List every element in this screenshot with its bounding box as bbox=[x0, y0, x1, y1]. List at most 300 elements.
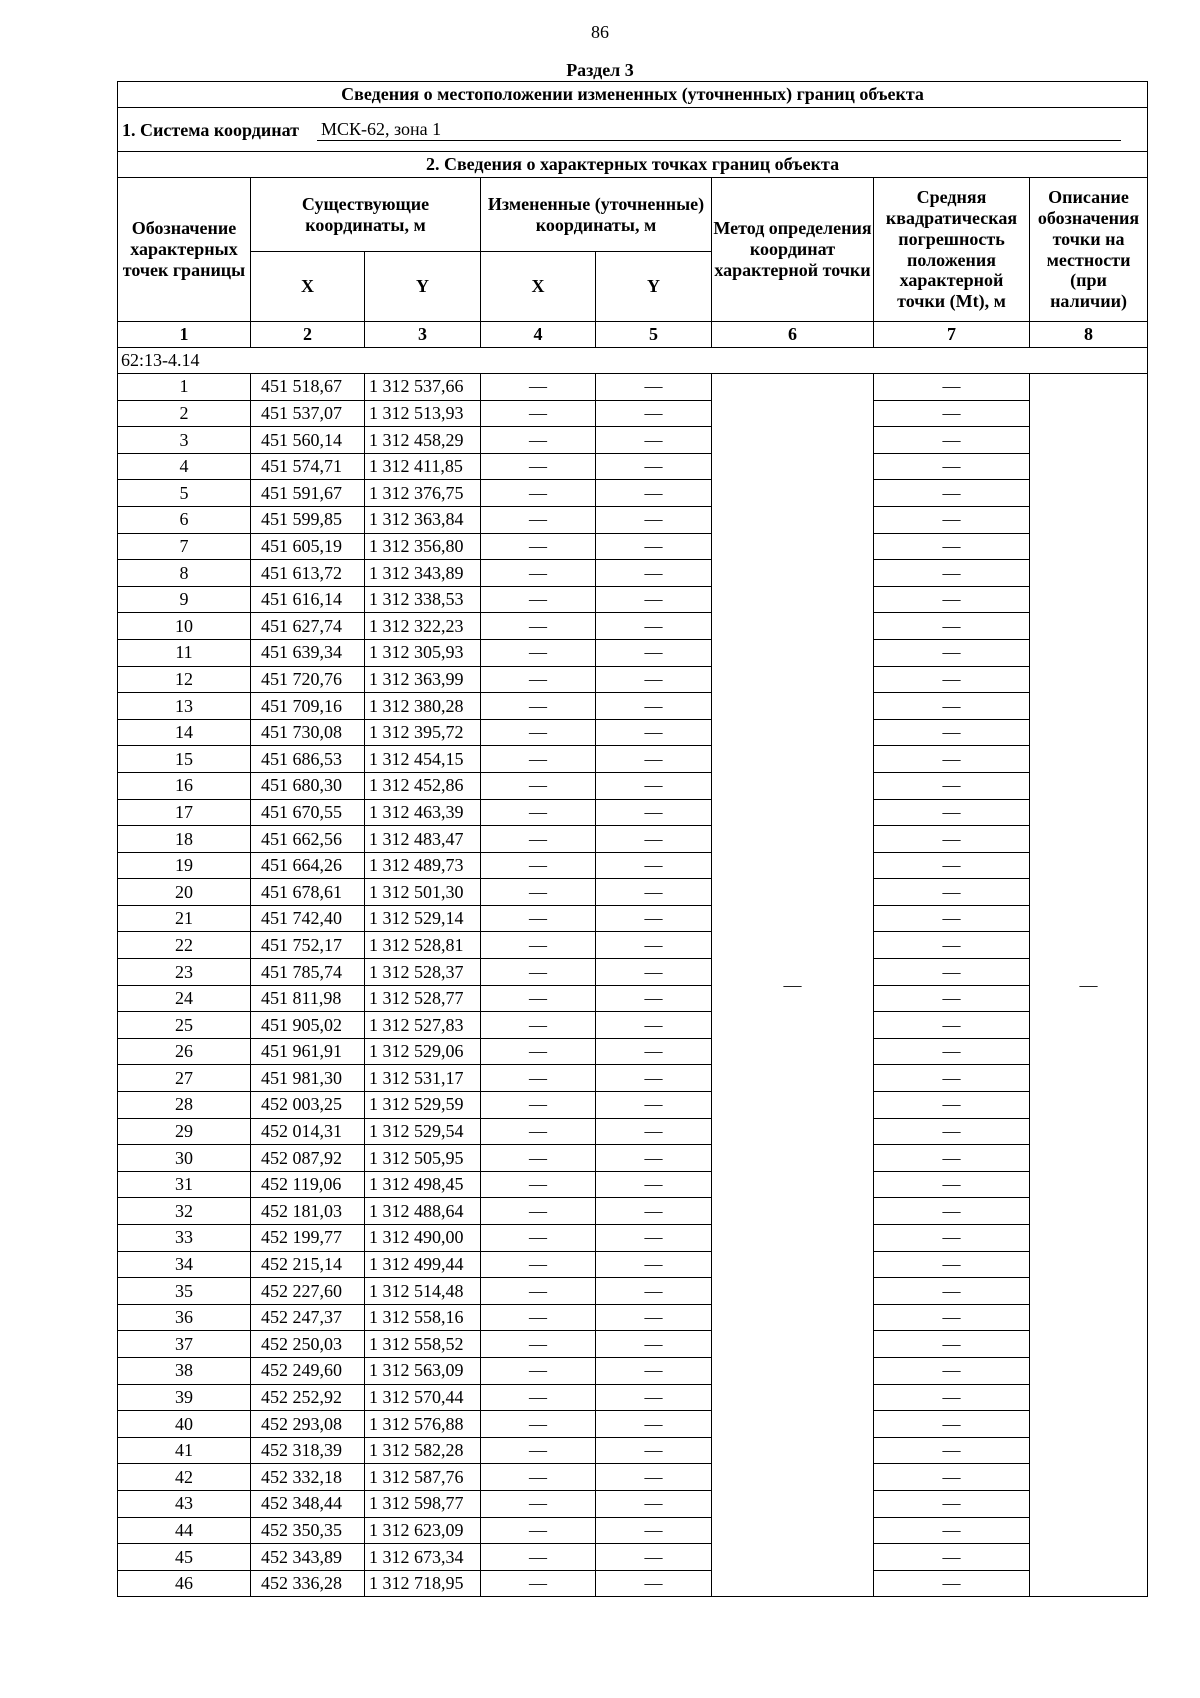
table-row bbox=[118, 1171, 1148, 1198]
changed-x: — bbox=[481, 1065, 596, 1092]
error-cell: — bbox=[874, 1570, 1030, 1597]
existing-y: 1 312 380,28 bbox=[365, 693, 481, 720]
existing-x: 451 961,91 bbox=[251, 1038, 365, 1065]
existing-y: 1 312 718,95 bbox=[365, 1570, 481, 1597]
header-existing-coordinates: Существующие координаты, м bbox=[251, 178, 481, 252]
changed-y: — bbox=[596, 1065, 712, 1092]
changed-x: — bbox=[481, 1012, 596, 1039]
changed-y: — bbox=[596, 959, 712, 986]
changed-x: — bbox=[481, 852, 596, 879]
header-error: Средняя квадратическая погрешность положения характерной точки (Mt), м bbox=[874, 178, 1030, 322]
point-number: 14 bbox=[118, 719, 251, 746]
changed-y: — bbox=[596, 826, 712, 853]
changed-x: — bbox=[481, 1464, 596, 1491]
point-number: 44 bbox=[118, 1517, 251, 1544]
changed-x: — bbox=[481, 932, 596, 959]
point-number: 18 bbox=[118, 826, 251, 853]
error-cell: — bbox=[874, 1384, 1030, 1411]
existing-y: 1 312 363,99 bbox=[365, 666, 481, 693]
point-number: 5 bbox=[118, 480, 251, 507]
existing-y: 1 312 505,95 bbox=[365, 1145, 481, 1172]
changed-x: — bbox=[481, 613, 596, 640]
point-number: 32 bbox=[118, 1198, 251, 1225]
point-number: 35 bbox=[118, 1278, 251, 1305]
existing-x: 452 332,18 bbox=[251, 1464, 365, 1491]
table-row bbox=[118, 959, 1148, 986]
existing-x: 452 119,06 bbox=[251, 1171, 365, 1198]
error-cell: — bbox=[874, 852, 1030, 879]
existing-x: 452 318,39 bbox=[251, 1437, 365, 1464]
existing-x: 451 616,14 bbox=[251, 586, 365, 613]
existing-x: 451 686,53 bbox=[251, 746, 365, 773]
error-cell: — bbox=[874, 1171, 1030, 1198]
table-row bbox=[118, 1357, 1148, 1384]
error-cell: — bbox=[874, 719, 1030, 746]
existing-y: 1 312 570,44 bbox=[365, 1384, 481, 1411]
existing-y: 1 312 529,54 bbox=[365, 1118, 481, 1145]
existing-x: 451 678,61 bbox=[251, 879, 365, 906]
error-cell: — bbox=[874, 693, 1030, 720]
existing-x: 451 709,16 bbox=[251, 693, 365, 720]
error-cell: — bbox=[874, 985, 1030, 1012]
changed-y: — bbox=[596, 985, 712, 1012]
changed-x: — bbox=[481, 1304, 596, 1331]
existing-x: 452 215,14 bbox=[251, 1251, 365, 1278]
changed-x: — bbox=[481, 400, 596, 427]
error-cell: — bbox=[874, 826, 1030, 853]
header-existing-y: Y bbox=[365, 252, 481, 322]
changed-y: — bbox=[596, 400, 712, 427]
existing-y: 1 312 673,34 bbox=[365, 1544, 481, 1571]
existing-x: 452 250,03 bbox=[251, 1331, 365, 1358]
page-number: 86 bbox=[591, 22, 609, 42]
table-row bbox=[118, 1118, 1148, 1145]
point-number: 30 bbox=[118, 1145, 251, 1172]
existing-y: 1 312 563,09 bbox=[365, 1357, 481, 1384]
point-number: 34 bbox=[118, 1251, 251, 1278]
changed-y: — bbox=[596, 1464, 712, 1491]
changed-x: — bbox=[481, 1198, 596, 1225]
changed-x: — bbox=[481, 1437, 596, 1464]
changed-x: — bbox=[481, 826, 596, 853]
existing-x: 451 811,98 bbox=[251, 985, 365, 1012]
changed-x: — bbox=[481, 1384, 596, 1411]
column-number: 5 bbox=[596, 322, 712, 348]
changed-y: — bbox=[596, 1570, 712, 1597]
changed-y: — bbox=[596, 453, 712, 480]
error-cell: — bbox=[874, 1544, 1030, 1571]
changed-y: — bbox=[596, 1012, 712, 1039]
table-row bbox=[118, 1490, 1148, 1517]
point-number: 37 bbox=[118, 1331, 251, 1358]
table-row bbox=[118, 639, 1148, 666]
description-cell: — bbox=[1030, 374, 1148, 1597]
changed-y: — bbox=[596, 1331, 712, 1358]
existing-y: 1 312 501,30 bbox=[365, 879, 481, 906]
existing-x: 451 627,74 bbox=[251, 613, 365, 640]
existing-y: 1 312 498,45 bbox=[365, 1171, 481, 1198]
changed-y: — bbox=[596, 799, 712, 826]
existing-x: 451 662,56 bbox=[251, 826, 365, 853]
table-row bbox=[118, 1198, 1148, 1225]
changed-x: — bbox=[481, 905, 596, 932]
table-row bbox=[118, 905, 1148, 932]
point-number: 2 bbox=[118, 400, 251, 427]
existing-x: 451 742,40 bbox=[251, 905, 365, 932]
existing-y: 1 312 363,84 bbox=[365, 506, 481, 533]
existing-y: 1 312 499,44 bbox=[365, 1251, 481, 1278]
existing-x: 452 249,60 bbox=[251, 1357, 365, 1384]
table-row bbox=[118, 719, 1148, 746]
point-number: 31 bbox=[118, 1171, 251, 1198]
changed-y: — bbox=[596, 613, 712, 640]
error-cell: — bbox=[874, 1517, 1030, 1544]
table-row bbox=[118, 560, 1148, 587]
existing-y: 1 312 463,39 bbox=[365, 799, 481, 826]
existing-x: 452 087,92 bbox=[251, 1145, 365, 1172]
existing-y: 1 312 411,85 bbox=[365, 453, 481, 480]
existing-x: 452 343,89 bbox=[251, 1544, 365, 1571]
existing-x: 451 518,67 bbox=[251, 374, 365, 401]
existing-y: 1 312 558,52 bbox=[365, 1331, 481, 1358]
existing-y: 1 312 376,75 bbox=[365, 480, 481, 507]
existing-y: 1 312 395,72 bbox=[365, 719, 481, 746]
changed-x: — bbox=[481, 985, 596, 1012]
error-cell: — bbox=[874, 905, 1030, 932]
error-cell: — bbox=[874, 1437, 1030, 1464]
existing-y: 1 312 528,81 bbox=[365, 932, 481, 959]
existing-y: 1 312 558,16 bbox=[365, 1304, 481, 1331]
point-number: 46 bbox=[118, 1570, 251, 1597]
error-cell: — bbox=[874, 1411, 1030, 1438]
changed-y: — bbox=[596, 427, 712, 454]
point-number: 23 bbox=[118, 959, 251, 986]
table-row bbox=[118, 1411, 1148, 1438]
changed-y: — bbox=[596, 905, 712, 932]
point-number: 36 bbox=[118, 1304, 251, 1331]
existing-y: 1 312 483,47 bbox=[365, 826, 481, 853]
changed-x: — bbox=[481, 1251, 596, 1278]
changed-x: — bbox=[481, 533, 596, 560]
error-cell: — bbox=[874, 1357, 1030, 1384]
error-cell: — bbox=[874, 1198, 1030, 1225]
table-row bbox=[118, 1384, 1148, 1411]
existing-y: 1 312 598,77 bbox=[365, 1490, 481, 1517]
changed-y: — bbox=[596, 1437, 712, 1464]
changed-y: — bbox=[596, 1225, 712, 1252]
header-changed-y: Y bbox=[596, 252, 712, 322]
error-cell: — bbox=[874, 639, 1030, 666]
changed-x: — bbox=[481, 1411, 596, 1438]
header-existing-x: X bbox=[251, 252, 365, 322]
existing-x: 451 560,14 bbox=[251, 427, 365, 454]
point-number: 19 bbox=[118, 852, 251, 879]
changed-x: — bbox=[481, 480, 596, 507]
changed-x: — bbox=[481, 1171, 596, 1198]
changed-y: — bbox=[596, 586, 712, 613]
error-cell: — bbox=[874, 1331, 1030, 1358]
changed-y: — bbox=[596, 374, 712, 401]
existing-x: 452 181,03 bbox=[251, 1198, 365, 1225]
error-cell: — bbox=[874, 1118, 1030, 1145]
changed-x: — bbox=[481, 1517, 596, 1544]
column-number: 6 bbox=[712, 322, 874, 348]
point-number: 22 bbox=[118, 932, 251, 959]
changed-x: — bbox=[481, 1331, 596, 1358]
changed-y: — bbox=[596, 1251, 712, 1278]
point-number: 10 bbox=[118, 613, 251, 640]
changed-x: — bbox=[481, 639, 596, 666]
existing-x: 452 247,37 bbox=[251, 1304, 365, 1331]
error-cell: — bbox=[874, 799, 1030, 826]
changed-y: — bbox=[596, 879, 712, 906]
changed-y: — bbox=[596, 719, 712, 746]
point-number: 45 bbox=[118, 1544, 251, 1571]
error-cell: — bbox=[874, 1145, 1030, 1172]
parcel-id: 62:13-4.14 bbox=[118, 348, 1148, 374]
changed-y: — bbox=[596, 506, 712, 533]
point-number: 41 bbox=[118, 1437, 251, 1464]
changed-x: — bbox=[481, 1038, 596, 1065]
table-row bbox=[118, 1145, 1148, 1172]
point-number: 40 bbox=[118, 1411, 251, 1438]
point-number: 13 bbox=[118, 693, 251, 720]
changed-x: — bbox=[481, 1092, 596, 1119]
existing-x: 452 336,28 bbox=[251, 1570, 365, 1597]
column-number: 2 bbox=[251, 322, 365, 348]
changed-y: — bbox=[596, 1304, 712, 1331]
changed-y: — bbox=[596, 1544, 712, 1571]
existing-x: 451 670,55 bbox=[251, 799, 365, 826]
point-number: 11 bbox=[118, 639, 251, 666]
changed-x: — bbox=[481, 1570, 596, 1597]
existing-x: 451 613,72 bbox=[251, 560, 365, 587]
table-row bbox=[118, 1304, 1148, 1331]
table-row bbox=[118, 533, 1148, 560]
error-cell: — bbox=[874, 1038, 1030, 1065]
point-number: 24 bbox=[118, 985, 251, 1012]
existing-y: 1 312 458,29 bbox=[365, 427, 481, 454]
error-cell: — bbox=[874, 586, 1030, 613]
point-number: 9 bbox=[118, 586, 251, 613]
header-changed-coordinates: Измененные (уточненные) координаты, м bbox=[481, 178, 712, 252]
table-row bbox=[118, 1012, 1148, 1039]
table-row bbox=[118, 826, 1148, 853]
method-cell: — bbox=[712, 374, 874, 1597]
existing-x: 452 350,35 bbox=[251, 1517, 365, 1544]
error-cell: — bbox=[874, 1251, 1030, 1278]
changed-x: — bbox=[481, 959, 596, 986]
error-cell: — bbox=[874, 1464, 1030, 1491]
table-row bbox=[118, 693, 1148, 720]
error-cell: — bbox=[874, 453, 1030, 480]
table-row bbox=[118, 1517, 1148, 1544]
existing-y: 1 312 529,14 bbox=[365, 905, 481, 932]
table-row bbox=[118, 879, 1148, 906]
table-row bbox=[118, 400, 1148, 427]
table-row bbox=[118, 1038, 1148, 1065]
existing-y: 1 312 490,00 bbox=[365, 1225, 481, 1252]
existing-x: 451 537,07 bbox=[251, 400, 365, 427]
existing-y: 1 312 529,59 bbox=[365, 1092, 481, 1119]
existing-x: 452 252,92 bbox=[251, 1384, 365, 1411]
existing-y: 1 312 587,76 bbox=[365, 1464, 481, 1491]
changed-x: — bbox=[481, 374, 596, 401]
table-row bbox=[118, 1092, 1148, 1119]
existing-y: 1 312 489,73 bbox=[365, 852, 481, 879]
changed-y: — bbox=[596, 693, 712, 720]
existing-y: 1 312 454,15 bbox=[365, 746, 481, 773]
column-number: 3 bbox=[365, 322, 481, 348]
point-number: 29 bbox=[118, 1118, 251, 1145]
table-row bbox=[118, 427, 1148, 454]
changed-x: — bbox=[481, 560, 596, 587]
changed-x: — bbox=[481, 693, 596, 720]
point-number: 38 bbox=[118, 1357, 251, 1384]
point-number: 16 bbox=[118, 772, 251, 799]
existing-y: 1 312 576,88 bbox=[365, 1411, 481, 1438]
point-number: 42 bbox=[118, 1464, 251, 1491]
header-designation: Обозначение характерных точек границы bbox=[118, 178, 251, 322]
existing-y: 1 312 537,66 bbox=[365, 374, 481, 401]
existing-y: 1 312 514,48 bbox=[365, 1278, 481, 1305]
existing-x: 451 752,17 bbox=[251, 932, 365, 959]
table-row bbox=[118, 852, 1148, 879]
error-cell: — bbox=[874, 959, 1030, 986]
changed-y: — bbox=[596, 746, 712, 773]
coordinate-system-value: МСК-62, зона 1 bbox=[317, 119, 1121, 141]
error-cell: — bbox=[874, 533, 1030, 560]
table-row bbox=[118, 1464, 1148, 1491]
error-cell: — bbox=[874, 506, 1030, 533]
point-number: 26 bbox=[118, 1038, 251, 1065]
existing-y: 1 312 305,93 bbox=[365, 639, 481, 666]
error-cell: — bbox=[874, 932, 1030, 959]
existing-y: 1 312 338,53 bbox=[365, 586, 481, 613]
table-subtitle: 2. Сведения о характерных точках границ объекта bbox=[118, 152, 1148, 178]
error-cell: — bbox=[874, 374, 1030, 401]
existing-y: 1 312 528,37 bbox=[365, 959, 481, 986]
table-row bbox=[118, 746, 1148, 773]
existing-y: 1 312 513,93 bbox=[365, 400, 481, 427]
point-number: 43 bbox=[118, 1490, 251, 1517]
error-cell: — bbox=[874, 613, 1030, 640]
existing-y: 1 312 527,83 bbox=[365, 1012, 481, 1039]
changed-x: — bbox=[481, 1145, 596, 1172]
table-row bbox=[118, 666, 1148, 693]
existing-x: 451 720,76 bbox=[251, 666, 365, 693]
error-cell: — bbox=[874, 1065, 1030, 1092]
point-number: 4 bbox=[118, 453, 251, 480]
error-cell: — bbox=[874, 1012, 1030, 1039]
table-title: Сведения о местоположении измененных (уточненных) границ объекта bbox=[118, 82, 1148, 108]
changed-y: — bbox=[596, 1517, 712, 1544]
existing-y: 1 312 582,28 bbox=[365, 1437, 481, 1464]
point-number: 39 bbox=[118, 1384, 251, 1411]
table-row bbox=[118, 506, 1148, 533]
changed-x: — bbox=[481, 1225, 596, 1252]
changed-x: — bbox=[481, 1118, 596, 1145]
point-number: 33 bbox=[118, 1225, 251, 1252]
error-cell: — bbox=[874, 666, 1030, 693]
point-number: 17 bbox=[118, 799, 251, 826]
existing-x: 451 785,74 bbox=[251, 959, 365, 986]
column-number: 7 bbox=[874, 322, 1030, 348]
error-cell: — bbox=[874, 1225, 1030, 1252]
column-number: 1 bbox=[118, 322, 251, 348]
error-cell: — bbox=[874, 427, 1030, 454]
table-row bbox=[118, 1331, 1148, 1358]
table-row bbox=[118, 1251, 1148, 1278]
coordinate-system-label: 1. Система координат bbox=[122, 119, 299, 140]
point-number: 1 bbox=[118, 374, 251, 401]
table-row bbox=[118, 1544, 1148, 1571]
existing-y: 1 312 531,17 bbox=[365, 1065, 481, 1092]
changed-x: — bbox=[481, 1544, 596, 1571]
changed-x: — bbox=[481, 1357, 596, 1384]
column-number: 4 bbox=[481, 322, 596, 348]
table-row bbox=[118, 799, 1148, 826]
changed-x: — bbox=[481, 772, 596, 799]
changed-y: — bbox=[596, 666, 712, 693]
existing-x: 452 227,60 bbox=[251, 1278, 365, 1305]
changed-y: — bbox=[596, 1357, 712, 1384]
error-cell: — bbox=[874, 480, 1030, 507]
changed-y: — bbox=[596, 1145, 712, 1172]
existing-x: 451 664,26 bbox=[251, 852, 365, 879]
point-number: 27 bbox=[118, 1065, 251, 1092]
point-number: 8 bbox=[118, 560, 251, 587]
changed-x: — bbox=[481, 1490, 596, 1517]
section-title: Раздел 3 bbox=[566, 60, 634, 80]
existing-y: 1 312 488,64 bbox=[365, 1198, 481, 1225]
changed-y: — bbox=[596, 639, 712, 666]
changed-x: — bbox=[481, 719, 596, 746]
point-number: 21 bbox=[118, 905, 251, 932]
table-row bbox=[118, 480, 1148, 507]
existing-x: 451 981,30 bbox=[251, 1065, 365, 1092]
table-row bbox=[118, 586, 1148, 613]
changed-y: — bbox=[596, 1384, 712, 1411]
existing-x: 451 639,34 bbox=[251, 639, 365, 666]
existing-x: 452 014,31 bbox=[251, 1118, 365, 1145]
changed-y: — bbox=[596, 480, 712, 507]
existing-y: 1 312 529,06 bbox=[365, 1038, 481, 1065]
changed-y: — bbox=[596, 1118, 712, 1145]
existing-y: 1 312 623,09 bbox=[365, 1517, 481, 1544]
changed-x: — bbox=[481, 453, 596, 480]
point-number: 20 bbox=[118, 879, 251, 906]
error-cell: — bbox=[874, 560, 1030, 587]
changed-y: — bbox=[596, 560, 712, 587]
table-row bbox=[118, 453, 1148, 480]
error-cell: — bbox=[874, 879, 1030, 906]
changed-x: — bbox=[481, 799, 596, 826]
existing-x: 452 003,25 bbox=[251, 1092, 365, 1119]
existing-x: 452 293,08 bbox=[251, 1411, 365, 1438]
coordinate-system-row bbox=[118, 108, 1148, 152]
error-cell: — bbox=[874, 772, 1030, 799]
existing-y: 1 312 343,89 bbox=[365, 560, 481, 587]
table-row bbox=[118, 1437, 1148, 1464]
changed-x: — bbox=[481, 1278, 596, 1305]
changed-x: — bbox=[481, 506, 596, 533]
point-number: 28 bbox=[118, 1092, 251, 1119]
existing-y: 1 312 322,23 bbox=[365, 613, 481, 640]
existing-y: 1 312 528,77 bbox=[365, 985, 481, 1012]
changed-y: — bbox=[596, 852, 712, 879]
header-changed-x: X bbox=[481, 252, 596, 322]
